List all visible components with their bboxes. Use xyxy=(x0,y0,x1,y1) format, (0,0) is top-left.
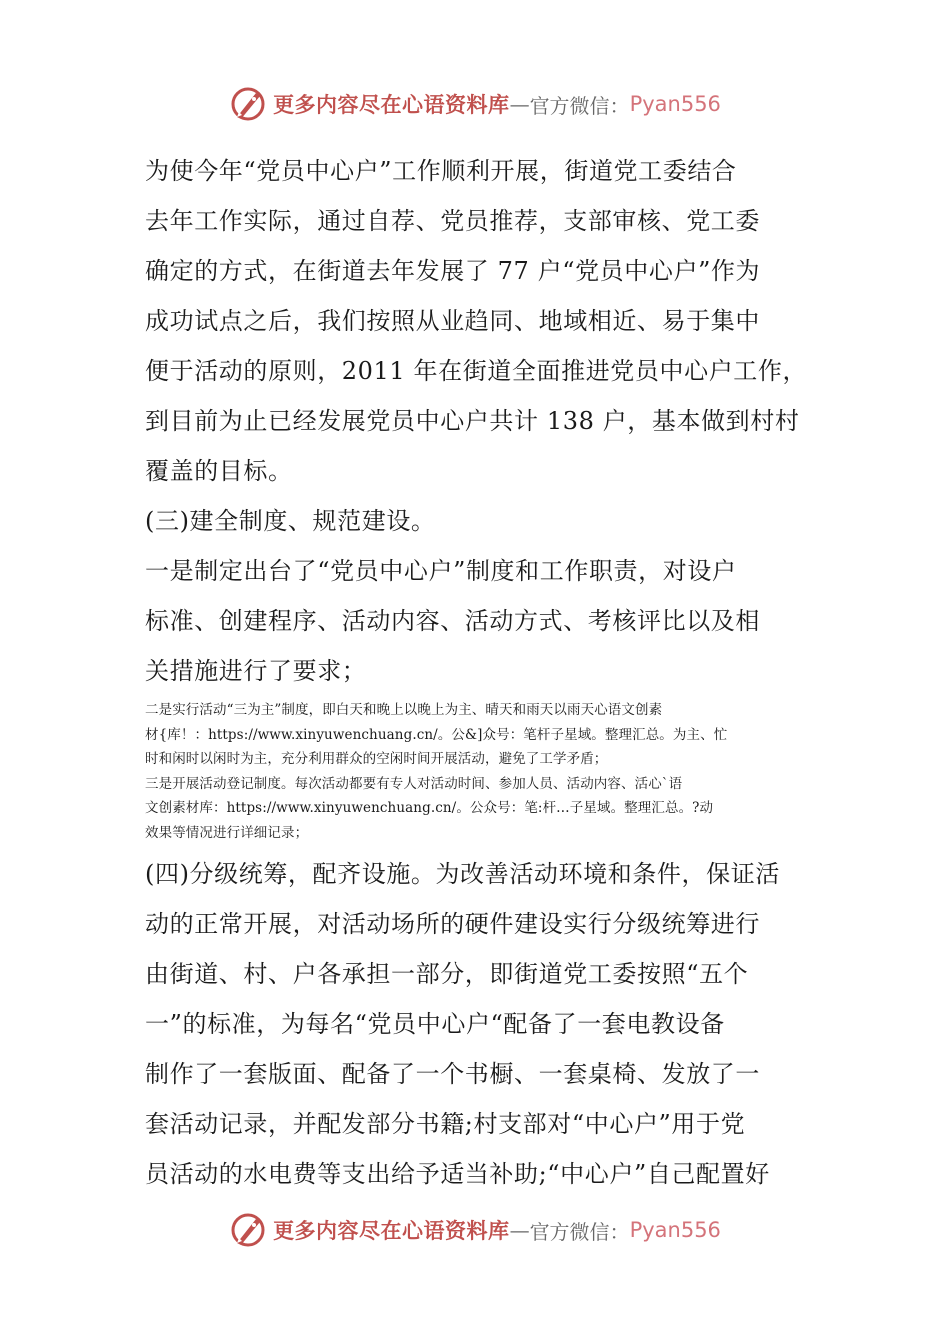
para3-line: (四)分级统筹，配齐设施。为改善活动环境和条件，保证活 xyxy=(145,860,780,888)
para1-line: 确定的方式，在街道去年发展了 77 户“党员中心户”作为 xyxy=(145,257,761,285)
banner-wechat-label: 官方微信： xyxy=(529,93,630,118)
para2-line: 标准、创建程序、活动内容、活动方式、考核评比以及相 xyxy=(145,607,760,635)
small-line: 三是开展活动登记制度。每次活动都要有专人对活动时间、参加人员、活动内容、活心`语 xyxy=(145,775,683,792)
para3-line: 一”的标准，为每名“党员中心户“配备了一套电教设备 xyxy=(145,1010,725,1038)
para1-line: 覆盖的目标。 xyxy=(145,457,293,485)
para1-line: 便于活动的原则，2011 年在街道全面推进党员中心户工作， xyxy=(145,357,808,385)
small-print-block xyxy=(145,698,813,845)
small-line: 二是实行活动“三为主”制度，即白天和晚上以晚上为主、晴天和雨天以雨天心语文创素 xyxy=(145,702,663,718)
banner-separator: — xyxy=(509,1218,530,1242)
banner-separator: — xyxy=(509,92,530,116)
footer-banner xyxy=(0,1208,950,1252)
pen-logo-icon xyxy=(229,84,269,124)
para1-line: 为使今年“党员中心户”工作顺利开展，街道党工委结合 xyxy=(145,157,737,185)
para3-line: 套活动记录，并配发部分书籍;村支部对“中心户”用于党 xyxy=(145,1110,746,1138)
section-heading-3: (三)建全制度、规范建设。 xyxy=(145,507,436,535)
para3-line: 动的正常开展，对活动场所的硬件建设实行分级统筹进行 xyxy=(145,910,760,938)
pen-logo-icon xyxy=(229,1210,269,1250)
banner-brand-text: 更多内容尽在心语资料库 xyxy=(273,1218,510,1243)
document-body xyxy=(145,146,813,1199)
para2-line: 一是制定出台了“党员中心户”制度和工作职责，对设户 xyxy=(145,557,737,585)
para3-line: 制作了一套版面、配备了一个书橱、一套桌椅、发放了一 xyxy=(145,1060,760,1088)
small-line: 效果等情况进行详细记录； xyxy=(145,824,309,841)
small-line: 时和闲时以闲时为主，充分利用群众的空闲时间开展活动，避免了工学矛盾； xyxy=(145,751,608,767)
banner-wechat-id: Pyan556 xyxy=(629,92,721,116)
para1-line: 成功试点之后，我们按照从业趋同、地域相近、易于集中 xyxy=(145,307,760,335)
para3-line: 由街道、村、户各承担一部分，即街道党工委按照“五个 xyxy=(145,960,749,988)
small-line: 文创素材库：https://www.xinyuwenchuang.cn/。公众号：笔:杆…子星域。整理汇总。?动 xyxy=(145,800,714,816)
para2-line: 关措施进行了要求； xyxy=(145,657,367,685)
header-banner xyxy=(0,82,950,126)
para3-line: 员活动的水电费等支出给予适当补助;“中心户”自己配置好 xyxy=(145,1160,770,1188)
para1-line: 去年工作实际，通过自荐、党员推荐，支部审核、党工委 xyxy=(145,207,760,235)
banner-wechat-id: Pyan556 xyxy=(629,1218,721,1242)
para1-line: 到目前为止已经发展党员中心户共计 138 户，基本做到村村 xyxy=(145,407,800,435)
banner-brand-text: 更多内容尽在心语资料库 xyxy=(273,92,510,117)
banner-wechat-label: 官方微信： xyxy=(529,1219,630,1244)
small-line: 材{库！：https://www.xinyuwenchuang.cn/。公&]众号：笔杆子星域。整理汇总。为主、忙 xyxy=(145,726,728,743)
